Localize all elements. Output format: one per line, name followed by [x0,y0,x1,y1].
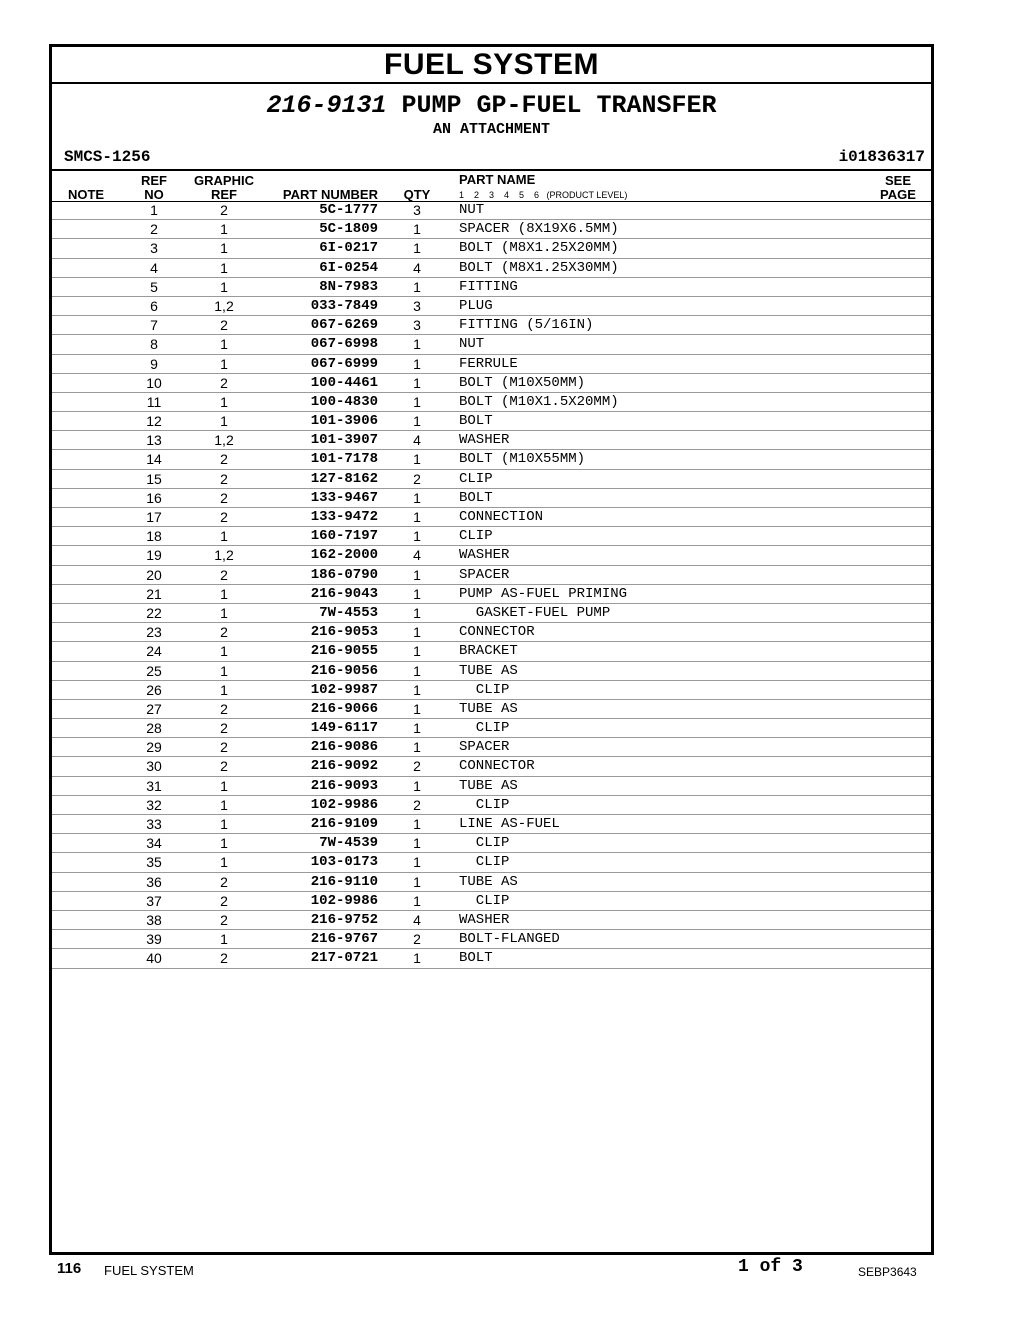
table-row [52,201,931,220]
table-row [52,393,931,412]
part-name: BOLT [459,413,493,430]
quantity: 1 [413,566,421,583]
graphic-ref: 2 [220,470,228,487]
table-row [52,489,931,508]
part-number: 100-4461 [310,374,378,391]
quantity: 1 [413,720,421,737]
table-row [52,566,931,585]
part-name: BOLT (M10X55MM) [459,451,586,468]
graphic-ref: 2 [220,739,228,756]
quantity: 1 [413,451,421,468]
table-row [52,853,931,872]
graphic-ref: 2 [220,911,228,928]
quantity: 3 [413,202,421,218]
ref-no: 17 [146,509,162,525]
ref-no: 32 [146,796,162,813]
col-graphic-line2: REF [211,187,237,202]
table-row [52,412,931,431]
ref-no: 16 [146,489,162,506]
table-row [52,546,931,565]
quantity: 1 [413,509,421,525]
part-name: BOLT [459,489,493,506]
ref-no: 3 [150,240,158,257]
graphic-ref: 2 [220,720,228,737]
table-row [52,873,931,892]
part-number: 160-7197 [310,528,378,545]
table-row [52,757,931,776]
graphic-ref: 2 [220,317,228,334]
table-row [52,949,931,968]
part-name: CLIP [459,528,493,545]
ref-no: 31 [146,777,162,794]
ref-no: 25 [146,662,162,679]
part-number: 162-2000 [310,547,378,564]
quantity: 1 [413,355,421,372]
table-row [52,642,931,661]
group-part-number: 216-9131 [266,91,387,120]
part-name: PLUG [459,297,493,314]
quantity: 1 [413,662,421,679]
part-number: 6I-0217 [319,240,378,257]
graphic-ref: 2 [220,509,228,525]
ref-no: 19 [146,547,162,564]
quantity: 1 [413,624,421,641]
table-row [52,470,931,489]
ref-no: 14 [146,451,162,468]
footer-section: FUEL SYSTEM [104,1263,194,1278]
graphic-ref: 1 [220,796,228,813]
ref-no: 40 [146,950,162,967]
part-name: SPACER [459,739,510,756]
graphic-ref: 2 [220,873,228,890]
part-name: CLIP [459,835,510,852]
quantity: 1 [413,950,421,967]
part-name: BRACKET [459,643,518,660]
quantity: 1 [413,240,421,257]
graphic-ref: 1 [220,854,228,871]
part-name: FITTING [459,278,518,295]
part-number: 216-9092 [310,758,378,775]
ref-no: 27 [146,700,162,717]
ref-no: 10 [146,374,162,391]
ref-no: 6 [150,297,158,314]
part-name: TUBE AS [459,873,518,890]
header-divider-top [52,169,931,171]
group-subtitle: AN ATTACHMENT [432,121,551,138]
quantity: 1 [413,604,421,621]
graphic-ref: 2 [220,489,228,506]
ref-no: 30 [146,758,162,775]
part-number: 6I-0254 [319,259,378,276]
part-number: 101-7178 [310,451,378,468]
graphic-ref: 2 [220,892,228,909]
part-number: 216-9752 [310,911,378,928]
part-name: BOLT (M8X1.25X20MM) [459,240,619,257]
ref-no: 28 [146,720,162,737]
quantity: 1 [413,739,421,756]
graphic-ref: 2 [220,202,228,218]
table-row [52,374,931,393]
table-row [52,796,931,815]
table-row [52,662,931,681]
quantity: 1 [413,278,421,295]
table-row [52,719,931,738]
col-part-number: PART NUMBER [282,187,378,202]
part-number: 127-8162 [310,470,378,487]
part-number: 216-9093 [310,777,378,794]
part-number: 103-0173 [310,854,378,871]
graphic-ref: 2 [220,700,228,717]
table-row [52,431,931,450]
part-name: CONNECTOR [459,758,535,775]
ref-no: 20 [146,566,162,583]
part-number: 5C-1777 [319,202,378,218]
quantity: 1 [413,854,421,871]
smcs-code: SMCS-1256 [64,148,151,166]
part-number: 067-6998 [310,336,378,353]
graphic-ref: 1 [220,835,228,852]
graphic-ref: 2 [220,758,228,775]
part-name: FERRULE [459,355,518,372]
table-row [52,623,931,642]
col-note: NOTE [67,187,105,202]
section-title: FUEL SYSTEM [384,48,599,81]
ref-no: 37 [146,892,162,909]
table-row [52,316,931,335]
ref-no: 33 [146,816,162,832]
graphic-ref: 1 [220,643,228,660]
graphic-ref: 2 [220,624,228,641]
ref-no: 11 [146,393,162,410]
quantity: 4 [413,259,421,276]
part-number: 216-9053 [310,624,378,641]
part-number: 5C-1809 [319,221,378,238]
ref-no: 35 [146,854,162,871]
ref-no: 7 [150,317,158,334]
quantity: 1 [413,528,421,545]
quantity: 1 [413,489,421,506]
table-row [52,604,931,623]
graphic-ref: 2 [220,566,228,583]
footer-document-id: SEBP3643 [858,1265,917,1279]
quantity: 4 [413,432,421,449]
graphic-ref: 1 [220,413,228,430]
quantity: 1 [413,374,421,391]
table-row [52,450,931,469]
graphic-ref: 1 [220,528,228,545]
graphic-ref: 1,2 [214,297,234,314]
table-row [52,355,931,374]
col-see-line2: PAGE [880,187,916,202]
quantity: 2 [413,758,421,775]
ref-no: 4 [150,259,158,276]
group-name: PUMP GP-FUEL TRANSFER [401,91,717,120]
part-number: 102-9987 [310,681,378,698]
part-number: 101-3906 [310,413,378,430]
graphic-ref: 1,2 [214,547,234,564]
table-row [52,585,931,604]
graphic-ref: 1 [220,393,228,410]
part-name: WASHER [459,547,510,564]
quantity: 2 [413,931,421,948]
quantity: 1 [413,835,421,852]
quantity: 1 [413,700,421,717]
table-row [52,278,931,297]
part-name: CLIP [459,892,510,909]
quantity: 1 [413,777,421,794]
ref-no: 2 [150,221,158,238]
graphic-ref: 2 [220,374,228,391]
col-graphic-line1: GRAPHIC [194,173,254,188]
part-number: 067-6269 [310,317,378,334]
table-row [52,508,931,527]
part-number: 216-9767 [310,931,378,948]
part-number: 216-9109 [310,816,378,832]
part-name: SPACER [459,566,510,583]
table-row [52,777,931,796]
part-number: 100-4830 [310,393,378,410]
ref-no: 26 [146,681,162,698]
graphic-ref: 1,2 [214,432,234,449]
part-name: FITTING (5/16IN) [459,317,594,334]
graphic-ref: 1 [220,355,228,372]
ref-no: 5 [150,278,158,295]
graphic-ref: 1 [220,278,228,295]
quantity: 2 [413,796,421,813]
part-name: CONNECTION [459,509,544,525]
part-name: TUBE AS [459,700,518,717]
ref-no: 22 [146,604,162,621]
ref-no: 9 [150,355,158,372]
table-row [52,834,931,853]
table-row [52,259,931,278]
product-level-scale: 1 2 3 4 5 6 (PRODUCT LEVEL) [459,190,628,200]
ref-no: 8 [150,336,158,353]
quantity: 1 [413,585,421,602]
graphic-ref: 1 [220,585,228,602]
quantity: 1 [413,892,421,909]
ref-no: 38 [146,911,162,928]
col-part-name: PART NAME [459,172,536,187]
part-number: 133-9472 [310,509,378,525]
part-number: 102-9986 [310,796,378,813]
quantity: 1 [413,221,421,238]
ref-no: 13 [146,432,162,449]
ref-no: 34 [146,835,162,852]
quantity: 1 [413,873,421,890]
part-name: BOLT [459,950,493,967]
part-number: 033-7849 [310,297,378,314]
graphic-ref: 1 [220,681,228,698]
graphic-ref: 1 [220,777,228,794]
section-title-bar [52,47,931,84]
ref-no: 24 [146,643,162,660]
graphic-ref: 1 [220,240,228,257]
table-row [52,738,931,757]
graphic-ref: 1 [220,931,228,948]
quantity: 1 [413,643,421,660]
ref-no: 39 [146,931,162,948]
quantity: 4 [413,547,421,564]
table-row [52,297,931,316]
parts-table-body [52,201,931,969]
graphic-ref: 2 [220,451,228,468]
part-name: TUBE AS [459,662,518,679]
quantity: 4 [413,911,421,928]
part-name: PUMP AS-FUEL PRIMING [459,585,628,602]
ref-no: 12 [146,413,162,430]
graphic-ref: 2 [220,950,228,967]
ref-no: 21 [146,585,162,602]
col-see-line1: SEE [884,173,911,188]
part-name: WASHER [459,432,510,449]
table-row [52,892,931,911]
quantity: 3 [413,317,421,334]
quantity: 1 [413,393,421,410]
part-number: 186-0790 [310,566,378,583]
ref-no: 1 [150,202,158,218]
part-number: 217-0721 [310,950,378,967]
part-number: 216-9055 [310,643,378,660]
col-qty: QTY [403,187,431,202]
ref-no: 29 [146,739,162,756]
part-name: BOLT-FLANGED [459,931,560,948]
graphic-ref: 1 [220,816,228,832]
table-row [52,815,931,834]
quantity: 1 [413,816,421,832]
footer-page-number: 116 [57,1260,82,1277]
footer-sheet: 1 of 3 [738,1257,803,1277]
col-ref-line1: REF [141,173,167,188]
part-name: NUT [459,202,485,218]
graphic-ref: 1 [220,604,228,621]
part-number: 8N-7983 [319,278,378,295]
part-number: 067-6999 [310,355,378,372]
quantity: 1 [413,681,421,698]
part-name: WASHER [459,911,510,928]
part-name: BOLT (M10X1.5X20MM) [459,393,619,410]
part-name: BOLT (M10X50MM) [459,374,586,391]
graphic-ref: 1 [220,259,228,276]
part-number: 101-3907 [310,432,378,449]
part-name: CONNECTOR [459,624,535,641]
part-number: 133-9467 [310,489,378,506]
part-name: SPACER (8X19X6.5MM) [459,221,619,238]
table-row [52,239,931,258]
table-row [52,220,931,239]
illustration-id: i01836317 [838,148,925,166]
part-number: 216-9043 [310,585,378,602]
part-number: 7W-4539 [319,835,378,852]
part-name: CLIP [459,720,510,737]
col-ref-line2: NO [144,187,164,202]
ref-no: 36 [146,873,162,890]
part-number: 216-9110 [310,873,378,890]
table-row [52,700,931,719]
part-number: 216-9066 [310,700,378,717]
table-row [52,527,931,546]
quantity: 3 [413,297,421,314]
part-number: 7W-4553 [319,604,378,621]
part-number: 216-9086 [310,739,378,756]
table-row [52,911,931,930]
graphic-ref: 1 [220,221,228,238]
part-name: NUT [459,336,485,353]
part-name: TUBE AS [459,777,518,794]
group-title [52,91,931,121]
table-row [52,335,931,354]
quantity: 1 [413,336,421,353]
part-number: 216-9056 [310,662,378,679]
part-name: BOLT (M8X1.25X30MM) [459,259,619,276]
ref-no: 15 [146,470,162,487]
part-name: CLIP [459,854,510,871]
table-row [52,930,931,949]
part-number: 149-6117 [310,720,378,737]
quantity: 2 [413,470,421,487]
part-name: CLIP [459,470,493,487]
part-number: 102-9986 [310,892,378,909]
quantity: 1 [413,413,421,430]
part-name: LINE AS-FUEL [459,816,560,832]
graphic-ref: 1 [220,336,228,353]
part-name: CLIP [459,796,510,813]
table-row [52,681,931,700]
part-name: GASKET-FUEL PUMP [459,604,611,621]
ref-no: 23 [146,624,162,641]
part-name: CLIP [459,681,510,698]
ref-no: 18 [146,528,162,545]
graphic-ref: 1 [220,662,228,679]
parts-list-frame [49,44,934,1255]
